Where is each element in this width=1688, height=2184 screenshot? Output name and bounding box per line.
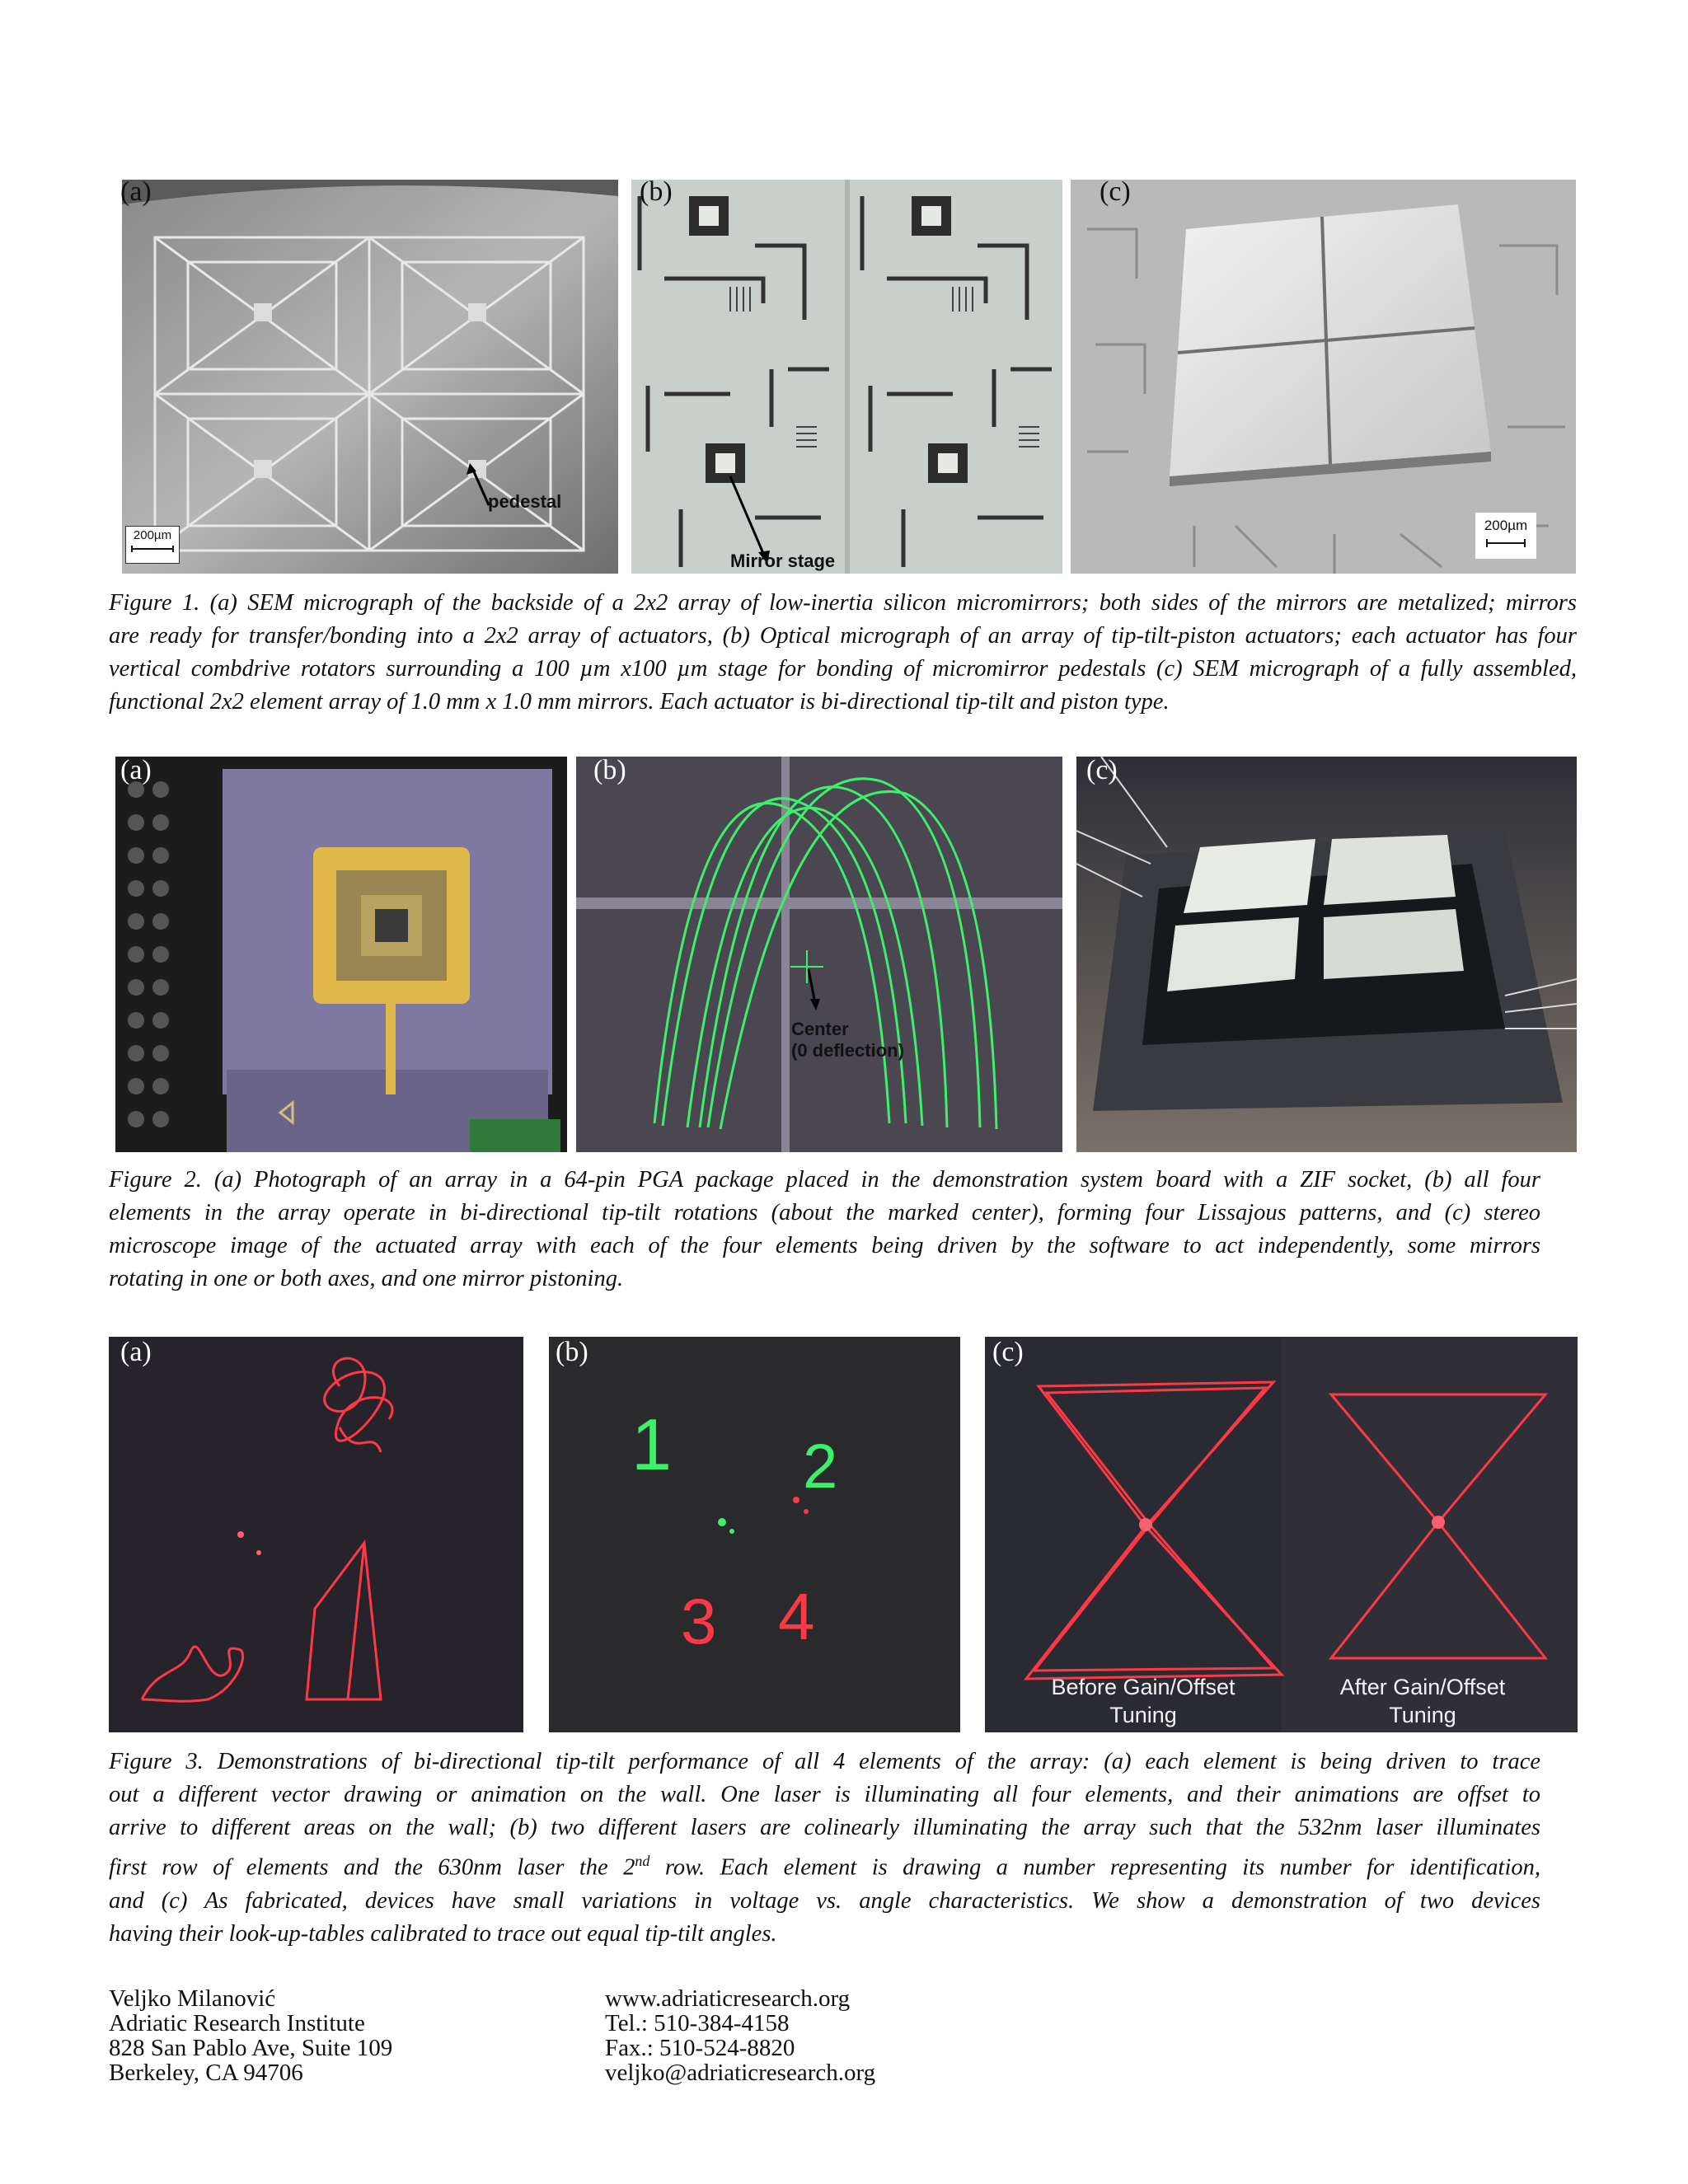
mirror-stage-annotation: Mirror stage [730, 551, 836, 571]
fig3a-label: (a) [120, 1337, 152, 1367]
before-tuning-line1: Before Gain/Offset [1051, 1675, 1236, 1699]
fig2c-stereo-microscope-array [1076, 757, 1577, 1152]
footer-email-link[interactable]: veljko@adriaticresearch.org [605, 2060, 876, 2086]
footer-institute: Adriatic Research Institute [109, 2010, 365, 2036]
element-number-3: 3 [681, 1585, 717, 1657]
fig2a-pga-package-photo [115, 757, 567, 1152]
before-tuning-caption [1027, 1673, 1259, 1729]
fig3-caption-line: and (c) As fabricated, devices have small variations in voltage vs. angle characteristics. We show a demonstration of two devices [109, 1887, 1540, 1914]
footer-fax: Fax.: 510-524-8820 [605, 2035, 795, 2061]
fig1-caption-line: Figure 1. (a) SEM micrograph of the backside of a 2x2 array of low-inertia silicon micromirrors; both sides of the mirrors are metalized; mirrors [109, 590, 1577, 616]
superscript-nd: nd [635, 1853, 650, 1869]
fig1-caption-line: functional 2x2 element array of 1.0 mm x 1.0 mm mirrors. Each actuator is bi-directional tip-tilt and piston type. [109, 689, 1170, 715]
footer-contact-right [605, 1986, 875, 2085]
after-tuning-caption [1315, 1673, 1530, 1729]
center-annotation-line1: Center [791, 1019, 849, 1039]
fig2-caption-line: microscope image of the actuated array with each of the four elements being driven by the software to act independently, some mirrors [109, 1233, 1540, 1258]
pedestal-annotation: pedestal [488, 491, 562, 512]
footer-phone: Tel.: 510-384-4158 [605, 2010, 790, 2036]
fig1b-label: (b) [640, 176, 673, 207]
fig1-caption [109, 587, 1577, 719]
fig3-caption-line: Figure 3. Demonstrations of bi-directional tip-tilt performance of all 4 elements of the array: (a) each element is being driven to trace [109, 1749, 1540, 1774]
fig3-caption-line5-start: first row of elements and the 630nm laser the 2 [109, 1854, 635, 1881]
footer-website-link[interactable]: www.adriaticresearch.org [605, 1985, 851, 2012]
fig2a-label: (a) [120, 755, 152, 785]
fig1-caption-line: are ready for transfer/bonding into a 2x2 array of actuators, (b) Optical micrograph of an array of tip-tilt-piston actuators; each actuator has four [109, 623, 1577, 649]
element-number-2: 2 [803, 1432, 838, 1502]
fig3-caption-line-superscript [109, 1844, 1540, 1885]
fig2c-label: (c) [1086, 755, 1118, 785]
fig1a-sem-mirror-backside [122, 180, 618, 574]
fig3b-numbered-elements [549, 1337, 960, 1732]
fig1-caption-line: vertical combdrive rotators surrounding a 100 µm x100 µm stage for bonding of micromirror pedestals (c) SEM micrograph of a fully assembled, [109, 656, 1577, 682]
fig3a-vector-drawings [109, 1337, 523, 1732]
fig1c-scale-label: 200µm [1484, 518, 1528, 533]
footer-city: Berkeley, CA 94706 [109, 2060, 303, 2086]
before-tuning-line2: Tuning [1109, 1703, 1177, 1727]
after-tuning-line2: Tuning [1389, 1703, 1456, 1727]
fig2-caption-line: rotating in one or both axes, and one mirror pistoning. [109, 1266, 624, 1291]
center-annotation-line2: (0 deflection) [791, 1040, 904, 1061]
after-tuning-line1: After Gain/Offset [1339, 1675, 1506, 1699]
footer-street: 828 San Pablo Ave, Suite 109 [109, 2035, 393, 2061]
footer-author: Veljko Milanović [109, 1985, 276, 2012]
fig2b-lissajous-patterns [576, 757, 1062, 1152]
fig1c-label: (c) [1100, 176, 1131, 207]
element-number-4: 4 [778, 1580, 815, 1653]
fig2-caption-line: Figure 2. (a) Photograph of an array in a 64-pin PGA package placed in the demonstration system board with a ZIF socket, (b) all four [109, 1167, 1540, 1193]
fig1c-scale-bar [1475, 513, 1536, 559]
fig1a-scale-bar [125, 526, 180, 564]
fig3-caption-line: out a different vector drawing or animation on the wall. One laser is illuminating all four elements, and their animations are offset to [109, 1782, 1540, 1807]
fig3-caption-line5-end: row. Each element is drawing a number representing its number for identification, [649, 1854, 1541, 1881]
fig3-caption [109, 1746, 1540, 1951]
fig3c-label: (c) [992, 1337, 1024, 1367]
fig3-caption-line: arrive to different areas on the wall; (b) two different lasers are colinearly illuminating the array such that the 532nm laser illuminates [109, 1815, 1540, 1840]
fig2b-label: (b) [593, 755, 626, 785]
fig1a-scale-label: 200µm [133, 528, 172, 542]
fig2-caption-line: elements in the array operate in bi-directional tip-tilt rotations (about the marked center), forming four Lissajous patterns, and (c) stereo [109, 1200, 1540, 1226]
footer-contact-left [109, 1986, 392, 2085]
fig3b-label: (b) [556, 1337, 588, 1367]
fig2-caption [109, 1164, 1540, 1296]
fig1b-optical-actuator-array [631, 180, 1062, 574]
fig3-caption-line: having their look-up-tables calibrated to trace out equal tip-tilt angles. [109, 1920, 777, 1947]
fig1a-label: (a) [120, 176, 152, 207]
element-number-1: 1 [631, 1404, 672, 1485]
